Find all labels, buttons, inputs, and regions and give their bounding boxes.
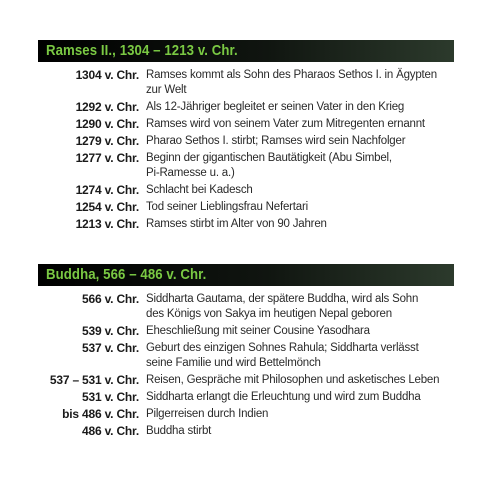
timeline-entry <box>38 324 454 339</box>
timeline-section-ramses <box>38 40 454 234</box>
timeline-entry <box>38 292 454 322</box>
timeline-list <box>38 68 454 232</box>
entry-date: 1213 v. Chr. <box>75 217 139 231</box>
section-title-banner <box>38 40 454 62</box>
entry-date: 1254 v. Chr. <box>75 200 139 214</box>
entry-date: 566 v. Chr. <box>82 292 139 306</box>
entry-text <box>146 390 454 405</box>
entry-text-line: Pi-Ramesse u. a.) <box>146 167 235 179</box>
entry-text-line: seine Familie und wird Bettelmönch <box>146 357 321 369</box>
timeline-entry <box>38 390 454 405</box>
entry-date: 537 v. Chr. <box>82 341 139 355</box>
timeline-entry <box>38 117 454 132</box>
entry-text-line: Reisen, Gespräche mit Philosophen und asketisches Leben <box>146 374 440 386</box>
entry-text <box>146 324 454 339</box>
timeline-entry <box>38 200 454 215</box>
timeline-list <box>38 292 454 439</box>
entry-text-line: Ramses stirbt im Alter von 90 Jahren <box>146 218 327 230</box>
entry-text-line: des Königs von Sakya im heutigen Nepal geboren <box>146 308 392 320</box>
entry-date: 1279 v. Chr. <box>75 134 139 148</box>
timeline-entry <box>38 217 454 232</box>
entry-text <box>146 200 454 215</box>
entry-text <box>146 68 454 98</box>
entry-text <box>146 373 454 388</box>
entry-date: 539 v. Chr. <box>82 324 139 338</box>
timeline-entry <box>38 341 454 371</box>
entry-date: bis 486 v. Chr. <box>62 407 139 421</box>
entry-text-line: Geburt des einzigen Sohnes Rahula; Siddharta verlässt <box>146 342 419 354</box>
timeline-entry <box>38 134 454 149</box>
entry-date: 1292 v. Chr. <box>75 100 139 114</box>
entry-text <box>146 292 454 322</box>
section-title: Ramses II., 1304 – 1213 v. Chr. <box>46 42 238 59</box>
entry-text <box>146 341 454 371</box>
entry-date: 531 v. Chr. <box>82 390 139 404</box>
timeline-entry <box>38 183 454 198</box>
entry-date: 1290 v. Chr. <box>75 117 139 131</box>
entry-text-line: Als 12-Jähriger begleitet er seinen Vater in den Krieg <box>146 101 405 113</box>
timeline-entry <box>38 407 454 422</box>
entry-text-line: Siddharta erlangt die Erleuchtung und wird zum Buddha <box>146 391 421 403</box>
timeline-entry <box>38 373 454 388</box>
entry-text <box>146 407 454 422</box>
entry-text-line: Ramses wird von seinem Vater zum Mitregenten ernannt <box>146 118 425 130</box>
entry-text <box>146 183 454 198</box>
entry-text <box>146 151 454 181</box>
entry-text-line: Tod seiner Lieblingsfrau Nefertari <box>146 201 308 213</box>
entry-text-line: Buddha stirbt <box>146 425 212 437</box>
timeline-entry <box>38 151 454 181</box>
entry-text <box>146 424 454 439</box>
entry-text-line: Pilgerreisen durch Indien <box>146 408 269 420</box>
entry-date: 486 v. Chr. <box>82 424 139 438</box>
entry-text <box>146 217 454 232</box>
timeline-section-buddha <box>38 264 454 441</box>
entry-date: 537 – 531 v. Chr. <box>49 373 139 387</box>
entry-text <box>146 100 454 115</box>
entry-text-line: Eheschließung mit seiner Cousine Yasodhara <box>146 325 370 337</box>
entry-date: 1304 v. Chr. <box>75 68 139 82</box>
timeline-entry <box>38 100 454 115</box>
timeline-entry <box>38 424 454 439</box>
entry-text-line: Pharao Sethos I. stirbt; Ramses wird sein Nachfolger <box>146 135 406 147</box>
entry-text-line: Siddharta Gautama, der spätere Buddha, wird als Sohn <box>146 293 419 305</box>
entry-text-line: Beginn der gigantischen Bautätigkeit (Abu Simbel, <box>146 152 392 164</box>
entry-date: 1277 v. Chr. <box>75 151 139 165</box>
entry-date: 1274 v. Chr. <box>75 183 139 197</box>
entry-text <box>146 134 454 149</box>
section-title-banner <box>38 264 454 286</box>
entry-text <box>146 117 454 132</box>
section-title: Buddha, 566 – 486 v. Chr. <box>46 266 207 283</box>
entry-text-line: Ramses kommt als Sohn des Pharaos Sethos I. in Ägypten <box>146 69 437 81</box>
entry-text-line: zur Welt <box>146 84 187 96</box>
entry-text-line: Schlacht bei Kadesch <box>146 184 253 196</box>
timeline-entry <box>38 68 454 98</box>
